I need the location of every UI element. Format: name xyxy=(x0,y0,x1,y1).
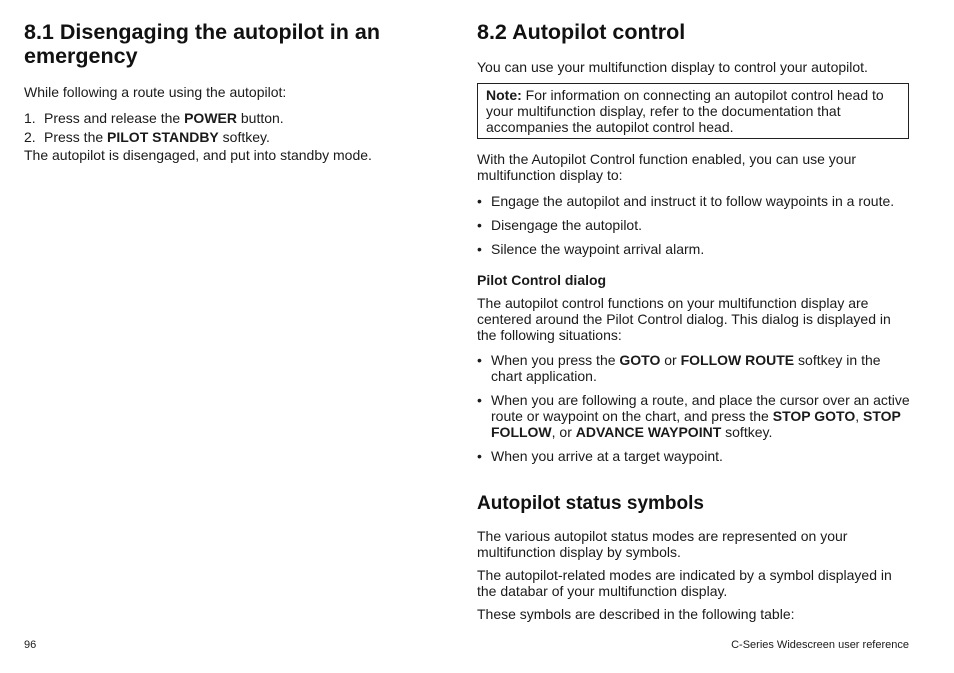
pilot-standby-keyword: PILOT STANDBY xyxy=(107,129,219,145)
subheading-autopilot-status-symbols: Autopilot status symbols xyxy=(477,493,704,514)
stop-follow-keyword: STOP FOLLOW xyxy=(491,408,901,440)
disengage-intro: While following a route using the autopilot: xyxy=(24,84,287,100)
note-box xyxy=(477,83,909,139)
document-title-footer: C-Series Widescreen user reference xyxy=(731,639,909,651)
situation-item: • When you arrive at a target waypoint. xyxy=(477,448,723,464)
step-2: 2. Press the PILOT STANDBY softkey. xyxy=(24,129,270,145)
stop-goto-keyword: STOP GOTO xyxy=(772,408,856,424)
bullet-glyph: • xyxy=(477,392,482,408)
bullet-glyph: • xyxy=(477,352,482,368)
note-text: For information on connecting an autopilot control head to your multifunction display, refer to the documentation that accompanies the autopilot control head. xyxy=(486,87,884,135)
goto-keyword: GOTO xyxy=(619,352,661,368)
follow-route-keyword: FOLLOW ROUTE xyxy=(680,352,795,368)
note-label: Note: xyxy=(486,87,522,103)
subheading-pilot-control-dialog: Pilot Control dialog xyxy=(477,272,607,288)
disengage-result: The autopilot is disengaged, and put into standby mode. xyxy=(24,147,372,163)
page-number: 96 xyxy=(24,639,37,651)
status-text-1: The various autopilot status modes are represented on your multifunction display by symbols. xyxy=(477,528,848,560)
power-keyword: POWER xyxy=(184,110,237,126)
enabled-text: With the Autopilot Control function enabled, you can use your multifunction display to: xyxy=(477,151,857,183)
situation-item: • When you press the GOTO or FOLLOW ROUTE softkey in the chart application. xyxy=(477,352,881,384)
step-1: 1. Press and release the POWER button. xyxy=(24,110,284,126)
use-item: • Disengage the autopilot. xyxy=(477,217,642,233)
bullet-glyph: • xyxy=(477,193,482,209)
situation-item: • When you are following a route, and place the cursor over an active route or waypoint on the chart, and press the STOP GOTO, STOP FOLLOW, or ADVANCE WAYPOINT softkey. xyxy=(477,392,910,440)
bullet-glyph: • xyxy=(477,217,482,233)
section-heading-disengaging: 8.1 Disengaging the autopilot in an emergency xyxy=(24,20,380,68)
status-text-3: These symbols are described in the following table: xyxy=(477,606,795,622)
bullet-glyph: • xyxy=(477,241,482,257)
dialog-text: The autopilot control functions on your multifunction display are centered around the Pilot Control dialog. This dialog is displayed in the following situations: xyxy=(477,295,891,343)
control-intro: You can use your multifunction display to control your autopilot. xyxy=(477,59,868,75)
status-text-2: The autopilot-related modes are indicated by a symbol displayed in the databar of your multifunction display. xyxy=(477,567,892,599)
use-item: • Engage the autopilot and instruct it to follow waypoints in a route. xyxy=(477,193,895,209)
section-heading-autopilot-control: 8.2 Autopilot control xyxy=(477,20,686,44)
use-item: • Silence the waypoint arrival alarm. xyxy=(477,241,705,257)
bullet-glyph: • xyxy=(477,448,482,464)
advance-waypoint-keyword: ADVANCE WAYPOINT xyxy=(575,424,722,440)
